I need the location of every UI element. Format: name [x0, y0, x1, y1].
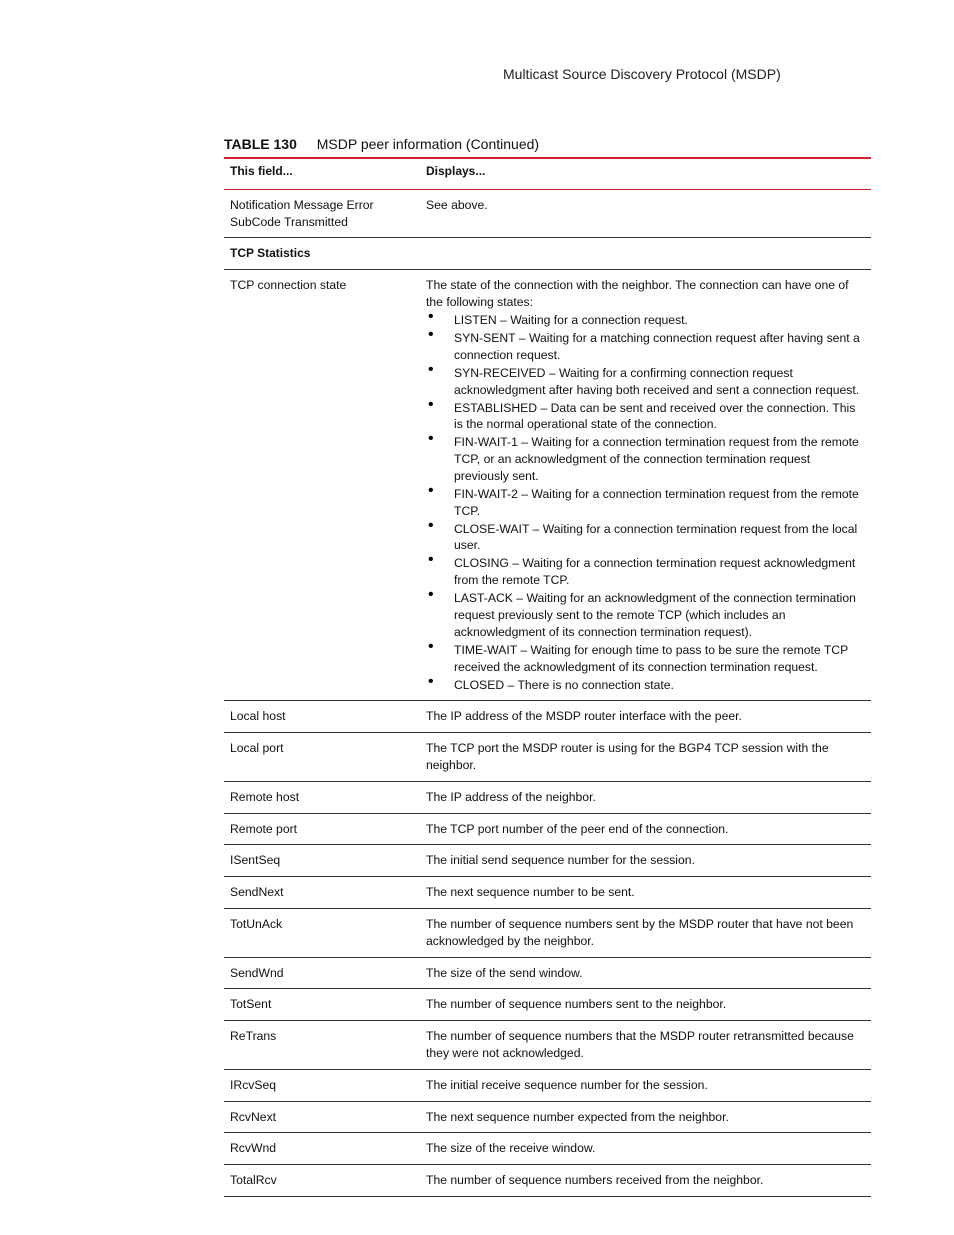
- field-name-cell: SendWnd: [224, 957, 426, 989]
- field-name-cell: Remote port: [224, 813, 426, 845]
- table-row: [224, 701, 871, 733]
- table-row: [224, 733, 871, 782]
- table-row: [224, 813, 871, 845]
- field-description-text: The next sequence number to be sent.: [426, 885, 635, 900]
- field-description-cell: [426, 877, 871, 909]
- field-name-cell: Notification Message Error SubCode Transmitted: [224, 189, 426, 238]
- field-name-cell: ISentSeq: [224, 845, 426, 877]
- table-row: [224, 189, 871, 238]
- list-item: • FIN-WAIT-1 – Waiting for a connection termination request from the remote TCP, or an acknowledgment of the connection termination request previously sent.: [426, 434, 865, 484]
- field-description-text: The size of the send window.: [426, 965, 583, 980]
- table-row: [224, 1165, 871, 1197]
- list-item: • ESTABLISHED – Data can be sent and received over the connection. This is the normal operational state of the connection.: [426, 400, 865, 434]
- field-name-cell: TCP connection state: [224, 270, 426, 701]
- field-name-cell: RcvWnd: [224, 1133, 426, 1165]
- table-row: [224, 270, 871, 701]
- field-description-cell: [426, 733, 871, 782]
- table-row: [224, 957, 871, 989]
- table-title: MSDP peer information (Continued): [316, 136, 540, 152]
- field-description-text: The next sequence number expected from the neighbor.: [426, 1109, 729, 1124]
- table-row: [224, 1133, 871, 1165]
- list-item: • LISTEN – Waiting for a connection request.: [426, 312, 865, 329]
- list-item: • FIN-WAIT-2 – Waiting for a connection termination request from the remote TCP.: [426, 486, 865, 520]
- table-row: [224, 989, 871, 1021]
- list-item: • CLOSING – Waiting for a connection termination request acknowledgment from the remote TCP.: [426, 555, 865, 589]
- msdp-peer-info-table: [224, 157, 871, 1197]
- field-description-cell: [426, 1021, 871, 1070]
- field-description-text: The initial send sequence number for the session.: [426, 853, 695, 868]
- field-description-cell: [426, 701, 871, 733]
- field-description-cell: [426, 1069, 871, 1101]
- field-description-cell: [426, 1101, 871, 1133]
- table-row: [224, 1021, 871, 1070]
- list-item: • CLOSED – There is no connection state.: [426, 677, 865, 694]
- table-header-row: [224, 158, 871, 189]
- field-description-text: The IP address of the neighbor.: [426, 789, 596, 804]
- field-description-cell: [426, 908, 871, 957]
- section-row: [224, 238, 871, 270]
- table-row: [224, 877, 871, 909]
- table-number: TABLE 130: [224, 136, 297, 152]
- field-description-text: The state of the connection with the neighbor. The connection can have one of the following states:: [426, 278, 849, 309]
- field-description-cell: [426, 957, 871, 989]
- field-description-text: The initial receive sequence number for the session.: [426, 1077, 708, 1092]
- field-description-cell: [426, 781, 871, 813]
- field-name-cell: Local host: [224, 701, 426, 733]
- field-description-cell: [426, 989, 871, 1021]
- running-header: Multicast Source Discovery Protocol (MSDP): [503, 66, 781, 82]
- connection-states-list: [426, 312, 865, 693]
- field-description-text: The IP address of the MSDP router interface with the peer.: [426, 709, 742, 724]
- field-description-cell: [426, 1133, 871, 1165]
- field-description-cell: [426, 189, 871, 238]
- field-description-text: The number of sequence numbers sent by the MSDP router that have not been acknowledged by the neighbor.: [426, 916, 854, 948]
- table-row: [224, 845, 871, 877]
- field-description-cell: [426, 270, 871, 701]
- field-description-text: The number of sequence numbers sent to the neighbor.: [426, 997, 727, 1012]
- column-header-field: This field...: [224, 158, 426, 189]
- field-name-cell: TotalRcv: [224, 1165, 426, 1197]
- field-name-cell: IRcvSeq: [224, 1069, 426, 1101]
- table-row: [224, 1069, 871, 1101]
- section-heading: TCP Statistics: [224, 238, 871, 270]
- field-name-cell: TotUnAck: [224, 908, 426, 957]
- table-caption: [224, 136, 539, 152]
- field-name-cell: TotSent: [224, 989, 426, 1021]
- list-item: • TIME-WAIT – Waiting for enough time to pass to be sure the remote TCP received the acknowledgment of its connection termination request.: [426, 642, 865, 676]
- field-name-cell: ReTrans: [224, 1021, 426, 1070]
- field-name-cell: Local port: [224, 733, 426, 782]
- field-description-cell: [426, 845, 871, 877]
- column-header-displays: Displays...: [426, 158, 871, 189]
- field-description-text: The TCP port the MSDP router is using for the BGP4 TCP session with the neighbor.: [426, 741, 829, 772]
- list-item: • LAST-ACK – Waiting for an acknowledgment of the connection termination request previously sent to the remote TCP (which includes an acknowledgment of its connection termination request).: [426, 590, 865, 640]
- list-item: • SYN-SENT – Waiting for a matching connection request after having sent a connection request.: [426, 330, 865, 364]
- field-description-text: The size of the receive window.: [426, 1141, 596, 1156]
- table-row: [224, 908, 871, 957]
- list-item: • SYN-RECEIVED – Waiting for a confirming connection request acknowledgment after having both received and sent a connection request.: [426, 365, 865, 399]
- field-description-text: See above.: [426, 197, 488, 212]
- field-description-cell: [426, 1165, 871, 1197]
- list-item: • CLOSE-WAIT – Waiting for a connection termination request from the local user.: [426, 521, 865, 555]
- table-row: [224, 1101, 871, 1133]
- field-description-text: The TCP port number of the peer end of the connection.: [426, 821, 729, 836]
- field-name-cell: Remote host: [224, 781, 426, 813]
- field-description-text: The number of sequence numbers that the MSDP router retransmitted because they were not acknowledged.: [426, 1029, 854, 1060]
- table-row: [224, 781, 871, 813]
- field-description-cell: [426, 813, 871, 845]
- field-name-cell: RcvNext: [224, 1101, 426, 1133]
- field-description-text: The number of sequence numbers received from the neighbor.: [426, 1173, 764, 1188]
- field-name-cell: SendNext: [224, 877, 426, 909]
